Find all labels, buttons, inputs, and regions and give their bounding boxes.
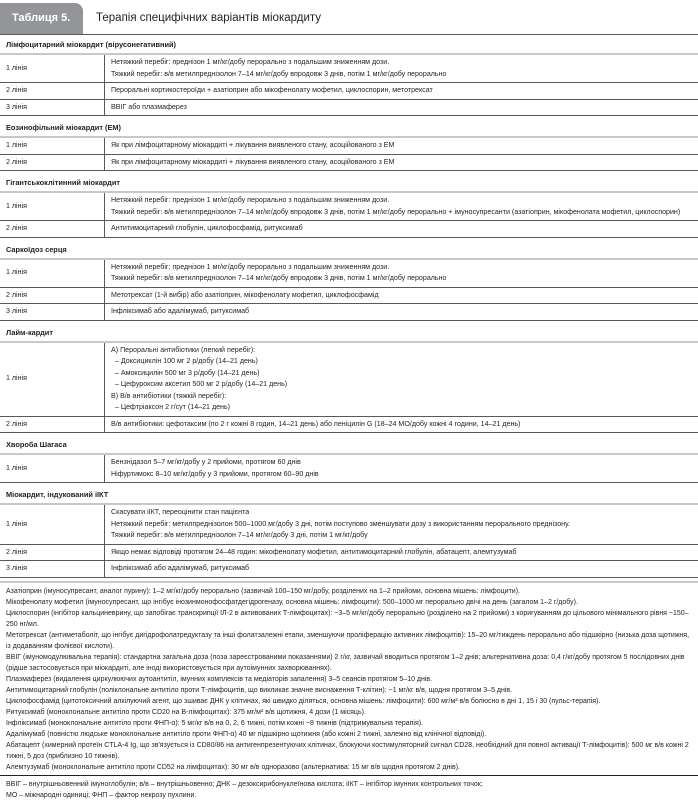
- therapy-line-label: 3 лінія: [0, 304, 105, 320]
- drug-notes: [0, 581, 698, 775]
- therapy-text-line: Якщо немає відповіді протягом 24–48 годин: мікофенолату мофетил, антитимоцитарний глобулін, абатацепт, алемтузумаб: [111, 547, 517, 556]
- drug-note: Абатацепт (химерний протеїн CTLA-4 Ig, що зв'язується із CD80/86 на антигенпрезентуючих клітинах, блокуючи костимуляторний сигнал CD28, необхідний для повної активації Т-лімфоцитів): 500 мг в/в кожні 2 тижні, 5 доз (приблизно 10 тижнів).: [6, 741, 689, 760]
- drug-note: Адалімумаб (повністю людське моноклональне антитіло проти ФНП-α) 40 мг підшкірно щотижня (або кожні 2 тижні, залежно від клінічної відповіді).: [6, 730, 487, 738]
- therapy-text-line: Як при лімфоцитарному міокардиті + лікування виявленого стану, асоційованого з ЕМ: [111, 141, 395, 149]
- therapy-line-label: 1 лінія: [0, 138, 105, 154]
- therapy-text-line: Тяжкий перебіг: в/в метилпреднізолон 7–14 мг/кг/добу впродовж 3 днів, потім 1 мг/кг/добу перорально: [111, 69, 447, 78]
- table-row: [0, 138, 698, 155]
- therapy-text-line: Як при лімфоцитарному міокардиті + лікування виявленого стану, асоційованого з ЕМ: [111, 157, 395, 166]
- table-row: [0, 545, 698, 562]
- therapy-text-line: ВВІГ або плазмаферез: [111, 102, 187, 111]
- table-row: [0, 455, 698, 483]
- section-header: Еозинофільний міокардит (ЕМ): [0, 119, 698, 138]
- therapy-text-line: – Доксициклін 100 мг 2 р/добу (14–21 день): [111, 357, 258, 365]
- section-header: Лімфоцитарний міокардит (вірусонегативний): [0, 35, 698, 55]
- therapy-content: [105, 561, 698, 577]
- therapy-text-line: Нетяжкий перебіг: преднізон 1 мг/кг/добу перорально з подальшим зниженням дози.: [111, 58, 390, 66]
- table-row: [0, 288, 698, 305]
- therapy-line-label: 3 лінія: [0, 100, 105, 116]
- drug-note: Мікофенолату мофетил (імуносупресант, що інгібує інозинмонофосфатдегідрогеназу, основна мішень: лімфоцити): 500–1000 мг перорально двічі на день (загалом 1–2 г/добу).: [6, 598, 578, 606]
- therapy-content: [105, 221, 698, 237]
- section-header: Лайм-кардит: [0, 324, 698, 343]
- therapy-text-line: В/в антибіотики: цефотаксим (по 2 г кожні 8 годин, 14–21 день) або пеніцилін G (18–24 МО/добу кожні 4 години, 14–21 день): [111, 419, 521, 428]
- therapy-content: [105, 304, 698, 320]
- section-header: Саркоїдоз серця: [0, 241, 698, 260]
- therapy-line-label: 2 лінія: [0, 83, 105, 99]
- therapy-text-line: Нетяжкий перебіг: метилпреднізолон 500–1000 мг/добу 3 дні, потім поступово зменшувати дозу з використанням перорального преднізону.: [111, 519, 570, 528]
- therapy-text-line: Тяжкий перебіг: в/в метилпреднізолон 7–14 мг/кг/добу впродовж 3 днів, потім 1 мг/кг/добу перорально + імуносупресанти (азатіоприн, мікофенолата мофетил, циклоспорин): [111, 207, 681, 216]
- therapy-text-line: Нетяжкий перебіг: преднізон 1 мг/кг/добу перорально з подальшим зниженням дози.: [111, 196, 390, 204]
- table-row: [0, 100, 698, 117]
- table-number-tab: Таблиця 5.: [0, 3, 83, 34]
- therapy-line-label: 2 лінія: [0, 288, 105, 304]
- table-row: [0, 417, 698, 434]
- therapy-content: [105, 343, 698, 416]
- therapy-content: [105, 55, 698, 82]
- table-row: [0, 221, 698, 238]
- therapy-text-line: – Цефтріаксон 2 г/сут (14–21 день): [111, 403, 231, 411]
- table-row: [0, 155, 698, 172]
- drug-note: Антитимоцитарний глобулін (поліклональне антитіло проти Т-лімфоцитів, що викликає значне виснаження Т-клітин): ~1 мг/кг в/в, щодня протягом 3–5 днів.: [6, 686, 513, 694]
- table-title-bar: [0, 0, 698, 35]
- table-row: [0, 561, 698, 578]
- therapy-line-label: 3 лінія: [0, 561, 105, 577]
- table-row: [0, 505, 698, 545]
- therapy-line-label: 2 лінія: [0, 545, 105, 561]
- section-header: Міокардит, індукований іІКТ: [0, 486, 698, 505]
- drug-note: Циклоспорин (інгібітор кальциневрину, що запобігає транскрипції ІЛ-2 в активованих Т-лімфоцитах): ~3–5 мг/кг/добу перорально (розділено на 2 прийоми) з коригуванням до цільового мінімального рівня ~150–250 нг/мл.: [6, 609, 689, 628]
- section-header: Хвороба Шагаса: [0, 436, 698, 455]
- therapy-text-line: Скасувати іІКТ, переоцінити стан пацієнта: [111, 508, 250, 516]
- therapy-content: [105, 288, 698, 304]
- therapy-line-label: 1 лінія: [0, 343, 105, 416]
- therapy-content: [105, 545, 698, 561]
- therapy-line-label: 1 лінія: [0, 193, 105, 220]
- therapy-text-line: Бензнідазол 5–7 мг/кг/добу у 2 прийоми, протягом 60 днів: [111, 458, 301, 466]
- therapy-text-line: В) В/в антибіотики (тяжкій перебіг):: [111, 391, 227, 400]
- therapy-text-line: Пероральні кортикостероїди + азатіоприн або мікофенолату мофетил, циклоспорин, метотрексат: [111, 86, 433, 94]
- table-row: [0, 55, 698, 83]
- drug-note: ВВІГ (імуномодулювальна терапія): стандартна загальна доза (поза зареєстрованими показаннями) 2 г/кг, зазвичай вводиться протягом 1–2 днів; альтернативна доза: 0,4 г/кг/добу протягом 5 послідовних днів (рідше застосовується при міокардиті, але іноді використовується при аутоімунних захворюваннях).: [6, 653, 685, 672]
- therapy-content: [105, 138, 698, 154]
- therapy-text-line: Ніфуртимокс 8–10 мг/кг/добу у 3 прийоми, протягом 60–90 днів: [111, 469, 319, 478]
- therapy-text-line: Інфліксимаб або адалімумаб, ритуксимаб: [111, 564, 250, 572]
- therapy-content: [105, 260, 698, 287]
- therapy-text-line: Антитимоцитарний глобулін, циклофосфамід, ритуксимаб: [111, 224, 303, 232]
- therapy-line-label: 1 лінія: [0, 55, 105, 82]
- therapy-text-line: Метотрексат (1-й вибір) або азатіоприн, мікофенолату мофетил, циклофосфамід: [111, 290, 379, 299]
- therapy-content: [105, 83, 698, 99]
- table-row: [0, 304, 698, 321]
- table-row: [0, 193, 698, 221]
- therapy-line-label: 2 лінія: [0, 155, 105, 171]
- table-row: [0, 260, 698, 288]
- therapy-content: [105, 100, 698, 116]
- drug-note: Алемтузумаб (моноклональне антитіло проти CD52 на лімфоцитах): 30 мг в/в одноразово (альтернатива: 15 мг в/в щодня протягом 2 днів).: [6, 763, 460, 771]
- therapy-line-label: 2 лінія: [0, 221, 105, 237]
- drug-note: Ритуксимаб (моноклональне антитіло проти CD20 на В-лімфоцитах): 375 мг/м² в/в щотижня, 4 дози (1 місяць).: [6, 708, 366, 716]
- table-title: Терапія специфічних варіантів міокардиту: [96, 12, 322, 24]
- abbreviations: [0, 775, 698, 804]
- therapy-table: [0, 35, 698, 578]
- table-row: [0, 83, 698, 100]
- therapy-text-line: Тяжкий перебіг: в/в метилпреднізолон 7–14 мг/кг/добу 3 дні, потім 1 мг/кг/добу: [111, 531, 368, 539]
- abbreviation-line: МО – міжнародні одиниці; ФНП – фактор некрозу пухлини.: [6, 791, 197, 799]
- therapy-line-label: 1 лінія: [0, 505, 105, 544]
- therapy-line-label: 1 лінія: [0, 455, 105, 482]
- therapy-text-line: – Амоксицилін 500 мг 3 р/добу (14–21 день): [111, 368, 260, 377]
- drug-note: Азатіоприн (імуносупресант, аналог пурину): 1–2 мг/кг/добу перорально (зазвичай 100–150 мг/добу, розділених на 1–2 прийоми, основна мішень: лімфоцити).: [6, 587, 520, 595]
- therapy-line-label: 2 лінія: [0, 417, 105, 433]
- therapy-text-line: Інфліксимаб або адалімумаб, ритуксимаб: [111, 307, 250, 315]
- drug-note: Плазмаферез (видалення циркулюючих аутоантитіл, імунних комплексів та медіаторів запалення) 3–5 сеансів протягом 5–10 днів.: [6, 675, 433, 683]
- therapy-content: [105, 417, 698, 433]
- therapy-content: [105, 505, 698, 544]
- abbreviation-line: ВВІГ – внутрішньовенний імуноглобулін; в/в – внутрішньовенно; ДНК – дезоксирибонуклеїнова кислота; іІКТ – інгібітор імунних контрольних точок;: [6, 780, 483, 788]
- drug-note: Інфліксимаб (моноклональне антитіло проти ФНП-α): 5 мг/кг в/в на 0, 2, 6 тижні, потім кожні ~8 тижнів (підтримувальна терапія).: [6, 719, 424, 727]
- drug-note: Метотрексат (антиметаболіт, що інгібує дигідрофолатредуктазу та інші фолатзалежні етапи, зменшуючи проліферацію активних лімфоцитів): 15–20 мг/тиждень перорально або підшкірно (низька доза щотижня, із додаванням фолієвої кислоти).: [6, 631, 690, 650]
- table-row: [0, 343, 698, 417]
- therapy-text-line: Нетяжкий перебіг: преднізон 1 мг/кг/добу перорально з подальшим зниженням дози.: [111, 262, 390, 271]
- section-header: Гігантськоклітинний міокардит: [0, 174, 698, 193]
- drug-note: Циклофосфамід (цитотоксичний алкілуючий агент, що зшиває ДНК у клітинах, які швидко діляться, основна мішень: лімфоцити): 600 мг/м² в/в болюсно в дні 1, 15 і 30 (пульс-терапія).: [6, 697, 601, 705]
- therapy-text-line: А) Пероральні антибіотики (легкий перебіг):: [111, 345, 256, 354]
- therapy-content: [105, 155, 698, 171]
- therapy-text-line: Тяжкий перебіг: в/в метилпреднізолон 7–14 мг/кг/добу впродовж 3 днів, потім 1 мг/кг/добу перорально: [111, 274, 447, 282]
- therapy-text-line: – Цефуроксим аксетил 500 мг 2 р/добу (14–21 день): [111, 380, 288, 388]
- therapy-content: [105, 193, 698, 220]
- therapy-line-label: 1 лінія: [0, 260, 105, 287]
- therapy-content: [105, 455, 698, 482]
